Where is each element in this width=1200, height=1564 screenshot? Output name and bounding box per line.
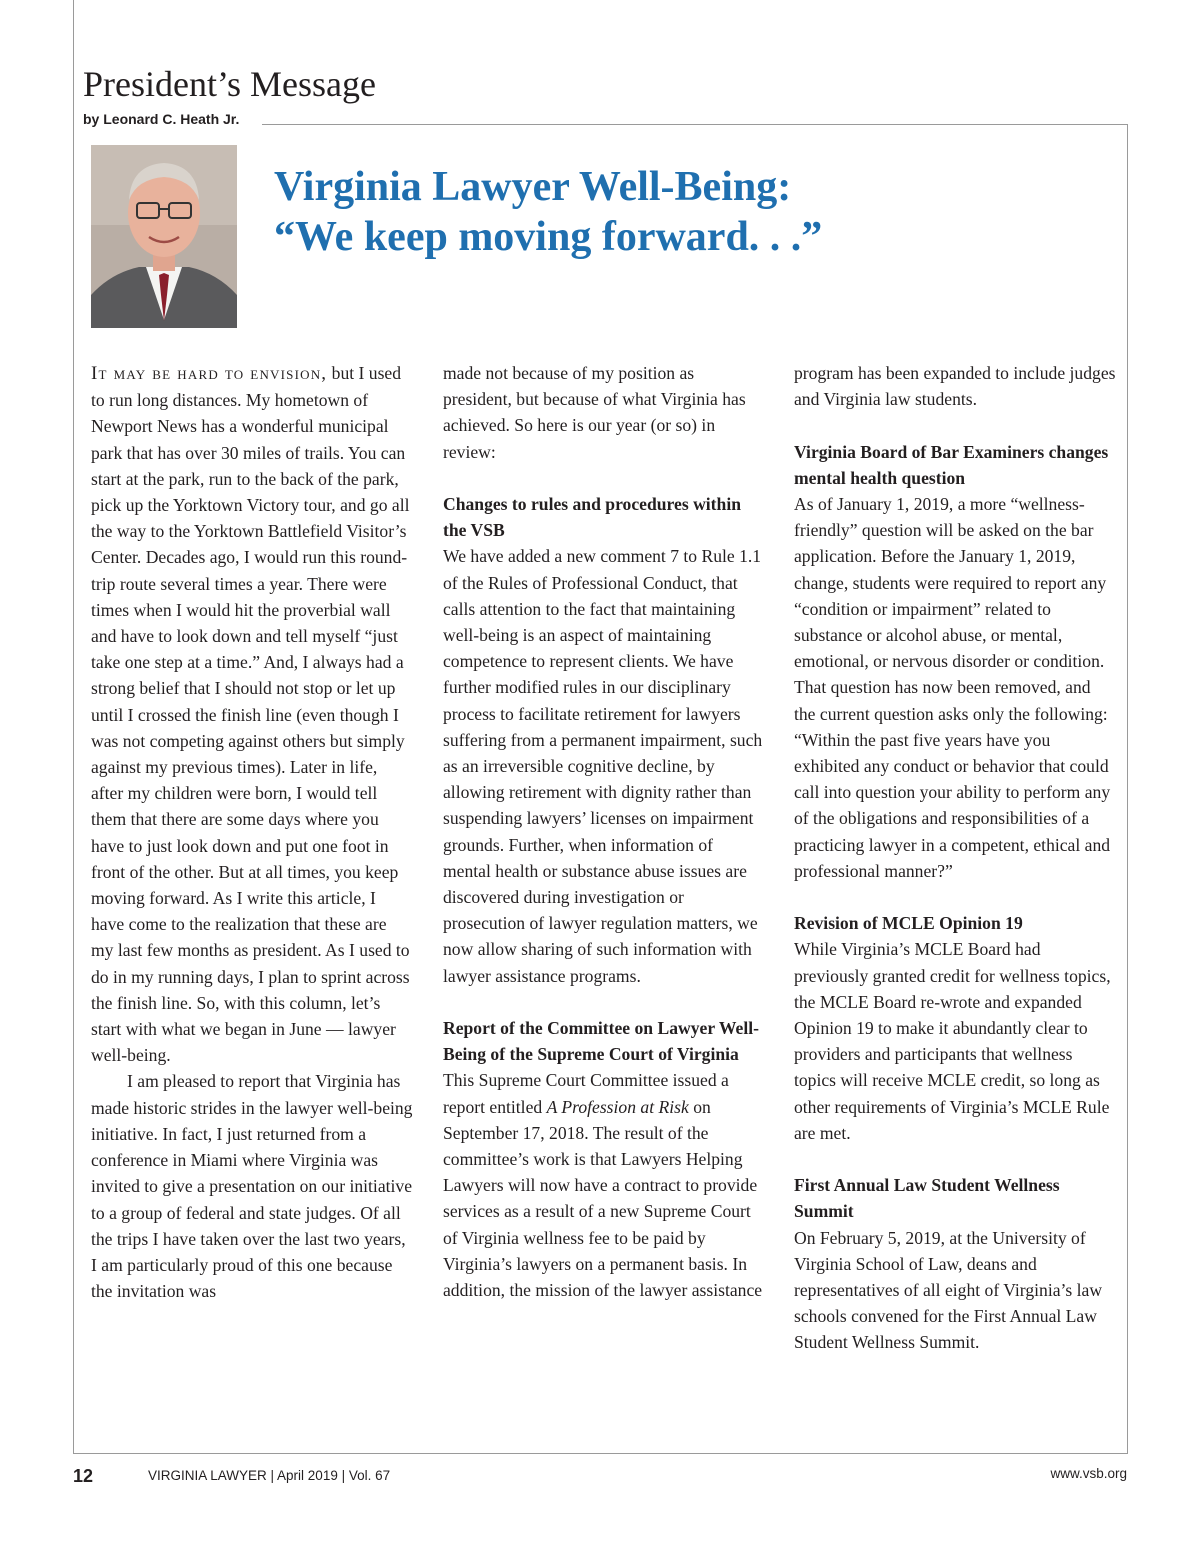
left-margin-rule — [73, 0, 74, 130]
article-headline — [274, 162, 822, 262]
byline: by Leonard C. Heath Jr. — [83, 111, 240, 127]
body-paragraph: made not because of my position as president, but because of what Virginia has achieved. So here is our year (or so) in review: — [443, 363, 746, 462]
report-title: A Profession at Risk — [546, 1096, 689, 1117]
lead-in: It may be hard to envision, — [91, 363, 328, 384]
subhead-committee-report: Report of the Committee on Lawyer Well-Being of the Supreme Court of Virginia — [443, 1018, 759, 1065]
body-paragraph: We have added a new comment 7 to Rule 1.1 of the Rules of Professional Conduct, that calls attention to the fact that maintaining well-being is an aspect of maintaining competence to represent clients. We have further modified rules in our disciplinary process to facilitate retirement for lawyers suffering from a permanent impairment, such as an irreversible cognitive decline, by allowing retirement with dignity rather than suspending lawyers’ licenses on impairment grounds. Further, when information of mental health or substance abuse issues are discovered during investigation or prosecution of lawyer regulation matters, we now allow sharing of such information with lawyer assistance programs. — [443, 546, 763, 986]
body-paragraph: As of January 1, 2019, a more “wellness-friendly” question will be asked on the bar application. Before the January 1, 2019, change, students were required to report any “condition or impairment” related to substance or alcohol abuse, or mental, emotional, or nervous disorder or condition. That question has now been removed, and the current question asks only the following: “Within the past five years have you exhibited any conduct or behavior that could call into question your ability to perform any of the obligations and responsibilities of a practicing lawyer in a competent, ethical and professional manner?” — [794, 494, 1111, 881]
body-paragraph: program has been expanded to include judges and Virginia law students. — [794, 363, 1116, 410]
body-paragraph: It may be hard to envision, but I used to run long distances. My hometown of Newport News has a wonderful municipal park that has over 30 miles of trails. You can start at the park, run to the back of the park, pick up the Yorktown Victory tour, and go all the way to the Yorktown Battlefield Visitor’s Center. Decades ago, I would run this round-trip route several times a year. There were times when I would hit the proverbial wall and have to look down and tell myself “just take one step at a time.” And, I always had a strong belief that I should not stop or let up until I crossed the finish line (even though I was not competing against others but simply against my previous times). Later in life, after my children were born, I would tell them that there are some days where you have to just look down and put one foot in front of the other. But at all times, you keep moving forward. As I write this article, I have come to the realization that these are my last few months as president. As I used to do in my running days, I plan to sprint across the finish line. So, with this column, let’s start with what we began in June — lawyer well-being. — [91, 363, 410, 1066]
page-number: 12 — [73, 1466, 94, 1486]
body-paragraph: While Virginia’s MCLE Board had previously granted credit for wellness topics, the MCLE Board re-wrote and expanded Opinion 19 to make it abundantly clear to providers and participants that wellness topics will receive MCLE credit, so long as other requirements of Virginia’s MCLE Rule are met. — [794, 939, 1111, 1143]
body-paragraph: I am pleased to report that Virginia has made historic strides in the lawyer well-being initiative. In fact, I just returned from a conference in Miami where Virginia was invited to give a presentation on our initiative to a group of federal and state judges. Of all the trips I have taken over the last two years, I am particularly proud of this one because the invitation was — [91, 1071, 413, 1302]
subhead-rules-changes: Changes to rules and procedures within the VSB — [443, 494, 741, 541]
subhead-mcle-opinion: Revision of MCLE Opinion 19 — [794, 913, 1023, 934]
body-paragraph: This Supreme Court Committee issued a report entitled A Profession at Risk on September 17, 2018. The result of the committee’s work is that Lawyers Helping Lawyers will now have a contract to provide services as a result of a new Supreme Court of Virginia wellness fee to be paid by Virginia’s lawyers on a permanent basis. In addition, the mission of the lawyer assistance — [443, 1070, 763, 1301]
author-portrait — [91, 145, 237, 328]
article-column-3 — [794, 360, 1116, 1356]
section-kicker: President’s Message — [83, 64, 376, 104]
subhead-wellness-summit: First Annual Law Student Wellness Summit — [794, 1175, 1060, 1222]
article-column-1 — [91, 360, 413, 1304]
headline-line-1: Virginia Lawyer Well-Being: — [274, 164, 792, 210]
website-url: www.vsb.org — [1050, 1466, 1127, 1481]
publication-info: VIRGINIA LAWYER | April 2019 | Vol. 67 — [148, 1468, 391, 1483]
article-column-2 — [443, 360, 765, 1303]
body-paragraph: On February 5, 2019, at the University of Virginia School of Law, deans and representatives of all eight of Virginia’s law schools convened for the First Annual Law Student Wellness Summit. — [794, 1227, 1103, 1353]
headline-line-2: “We keep moving forward. . .” — [274, 214, 823, 260]
subhead-bar-examiners: Virginia Board of Bar Examiners changes mental health question — [794, 441, 1109, 488]
